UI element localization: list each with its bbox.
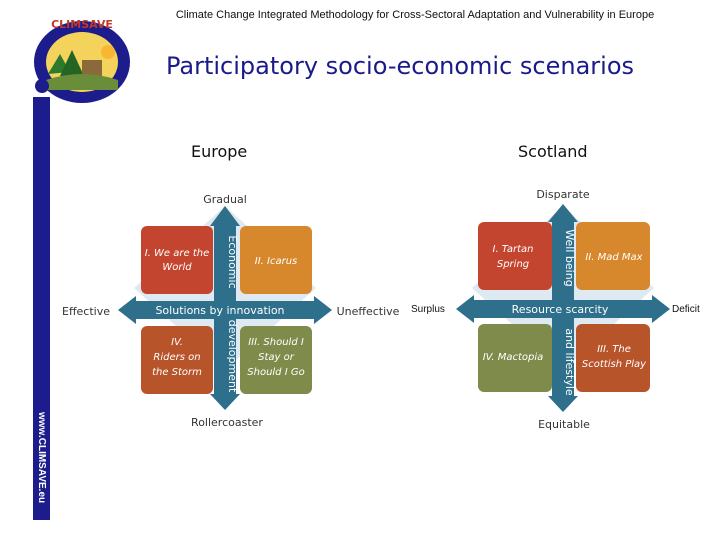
scotland-q1-line2: Spring: [496, 259, 530, 270]
scotland-vertical-bottom-label: and lifestyle: [563, 328, 576, 396]
europe-quadrant-1: [141, 226, 213, 294]
header-subtitle: Climate Change Integrated Methodology for Cross-Sectoral Adaptation and Vulnerability in Europe: [175, 9, 655, 21]
europe-arrow-left: [118, 296, 136, 324]
scotland-q3-line1: III. The: [597, 344, 631, 355]
scotland-arrow-down: [548, 396, 578, 412]
scotland-bottom-label: Equitable: [538, 418, 590, 431]
logo-text: CLIMSAVE: [51, 18, 113, 31]
scotland-q3-line2: Scottish Play: [581, 359, 647, 370]
europe-q1-line1: I. We are the: [144, 248, 210, 259]
scotland-right-label: Deficit: [672, 304, 700, 315]
europe-q1-line2: World: [162, 262, 192, 273]
scotland-diagram: [456, 188, 670, 431]
sidebar-url-text: www.CLIMSAVE.eu: [36, 412, 47, 504]
scotland-left-label: Surplus: [411, 304, 445, 315]
scotland-arrow-up: [548, 204, 578, 222]
scotland-arrow-left: [456, 295, 474, 323]
scotland-q4-line1: IV. Mactopia: [482, 352, 544, 363]
scotland-quadrant-3: [576, 324, 650, 392]
europe-q3-line1: III. Should I: [248, 337, 304, 348]
page-title: Participatory socio-economic scenarios: [166, 52, 634, 80]
europe-q3-line2: Stay or: [258, 352, 294, 363]
scotland-top-label: Disparate: [536, 188, 590, 201]
europe-q4-line2: Riders on: [153, 352, 201, 363]
scotland-arrow-right: [652, 295, 670, 323]
europe-vertical-bottom-label: development: [226, 319, 239, 393]
scotland-vertical-top-label: Well being: [563, 229, 576, 287]
europe-bottom-label: Rollercoaster: [191, 416, 263, 429]
europe-q4-line3: the Storm: [152, 367, 202, 378]
europe-q2-line1: II. Icarus: [254, 256, 298, 267]
europe-left-label: Effective: [62, 305, 110, 318]
scotland-horizontal-label: Resource scarcity: [511, 303, 609, 316]
europe-diagram: [62, 193, 400, 429]
scotland-q2-line1: II. Mad Max: [585, 252, 643, 263]
europe-arrow-right: [314, 296, 332, 324]
europe-q3-line3: Should I Go: [247, 367, 305, 378]
scotland-q1-line1: I. Tartan: [492, 244, 534, 255]
europe-vertical-top-label: Economic: [226, 235, 239, 289]
europe-right-label: Uneffective: [336, 305, 400, 318]
scotland-quadrant-1: [478, 222, 552, 290]
europe-top-label: Gradual: [203, 193, 247, 206]
europe-q4-line1: IV.: [171, 337, 183, 348]
europe-heading: Europe: [191, 142, 248, 161]
europe-horizontal-label: Solutions by innovation: [155, 304, 285, 317]
scotland-heading: Scotland: [518, 142, 588, 161]
